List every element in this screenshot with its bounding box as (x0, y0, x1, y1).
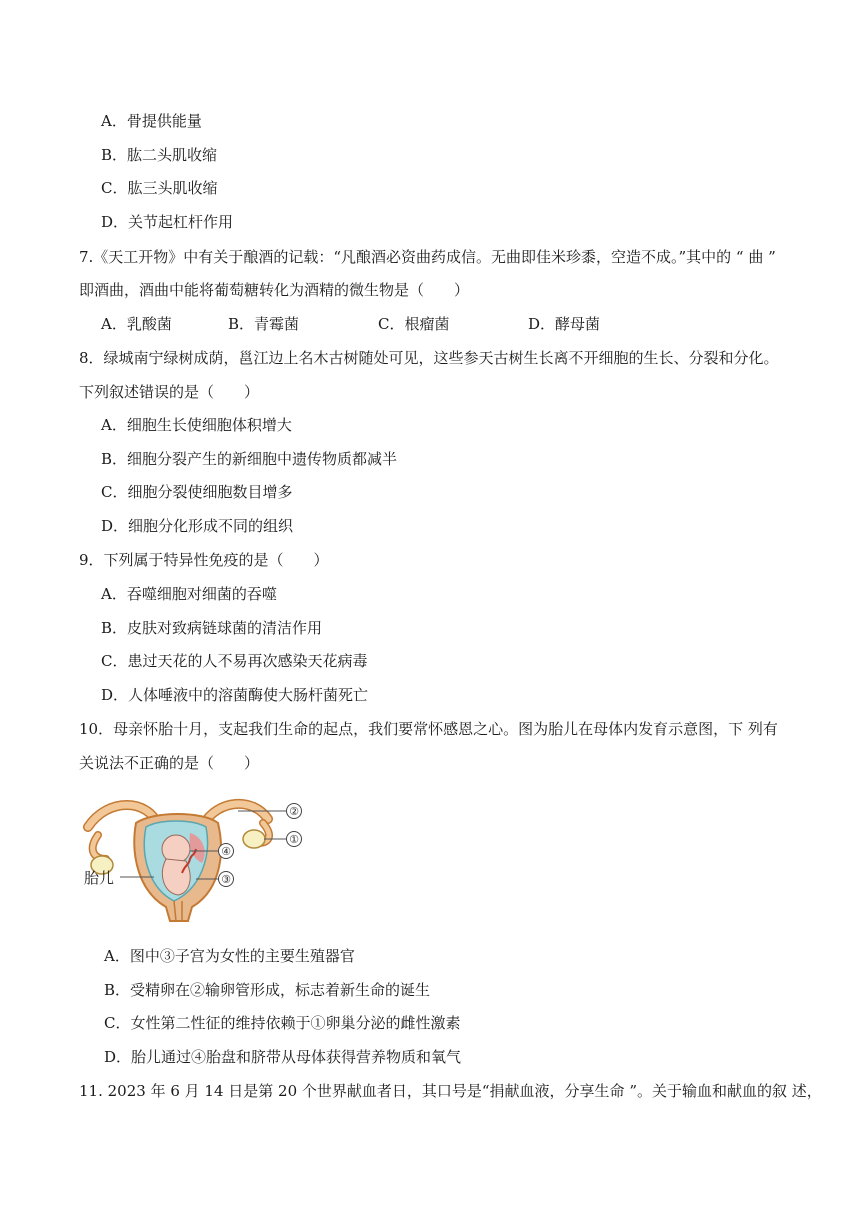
q11-stem-line1: 11. 2023 年 6 月 14 日是第 20 个世界献血者日，其口号是“捐献血液，分享生命 ”。关于输血和献血的叙 述， (79, 1082, 822, 1100)
right-ovary (243, 830, 265, 848)
uterus-illustration (78, 797, 318, 925)
q8-stem-line2: 下列叙述错误的是（ ） (79, 383, 260, 401)
q9-option-a: A．吞噬细胞对细菌的吞噬 (101, 585, 277, 603)
q10-option-b: B．受精卵在②输卵管形成，标志着新生命的诞生 (104, 981, 431, 999)
fetus-development-diagram (78, 797, 318, 925)
q8-option-a: A．细胞生长使细胞体积增大 (101, 416, 292, 434)
q8-stem-line1: 8．绿城南宁绿树成荫，邕江边上名木古树随处可见，这些参天古树生长离不开细胞的生长、分裂和分化。 (79, 349, 779, 367)
fetus-label: 胎儿 (84, 869, 115, 887)
q8-option-b: B．细胞分裂产生的新细胞中遗传物质都减半 (101, 450, 398, 468)
marker-3: ③ (221, 873, 231, 886)
q9-option-d: D．人体唾液中的溶菌酶使大肠杆菌死亡 (101, 686, 369, 704)
q8-option-c: C．细胞分裂使细胞数目增多 (101, 483, 293, 501)
q7-stem-line2: 即酒曲，酒曲中能将葡萄糖转化为酒精的微生物是（ ） (79, 281, 470, 299)
q6-option-b: B．肱二头肌收缩 (101, 146, 218, 164)
q7-stem-line1: 7.《天工开物》中有关于酿酒的记载：“凡酿酒必资曲药成信。无曲即佳米珍黍，空造不成。”其中的 “ 曲 ” (79, 248, 776, 266)
q9-option-c: C．患过天花的人不易再次感染天花病毒 (101, 652, 368, 670)
q7-option-b: B．青霉菌 (228, 315, 300, 333)
marker-1: ① (289, 833, 299, 846)
q8-option-d: D．细胞分化形成不同的组织 (101, 517, 294, 535)
q7-option-a: A．乳酸菌 (101, 315, 172, 333)
q9-option-b: B．皮肤对致病链球菌的清洁作用 (101, 619, 323, 637)
marker-2: ② (289, 805, 299, 818)
q10-option-a: A．图中③子宫为女性的主要生殖器官 (104, 947, 355, 965)
q10-stem-line1: 10．母亲怀胎十月，支起我们生命的起点，我们要常怀感恩之心。图为胎儿在母体内发育示意图，下 列有 (79, 720, 778, 738)
q7-option-c: C．根瘤菌 (378, 315, 450, 333)
marker-4: ④ (221, 845, 231, 858)
q10-option-d: D．胎儿通过④胎盘和脐带从母体获得营养物质和氧气 (104, 1048, 462, 1066)
q6-option-c: C．肱三头肌收缩 (101, 179, 218, 197)
q9-stem: 9．下列属于特异性免疫的是（ ） (79, 551, 329, 569)
q10-stem-line2: 关说法不正确的是（ ） (79, 754, 260, 772)
q10-option-c: C．女性第二性征的维持依赖于①卵巢分泌的雌性激素 (104, 1014, 461, 1032)
q7-option-d: D．酵母菌 (528, 315, 601, 333)
q6-option-d: D．关节起杠杆作用 (101, 213, 234, 231)
q7-options (101, 314, 600, 334)
q6-option-a: A．骨提供能量 (101, 112, 202, 130)
